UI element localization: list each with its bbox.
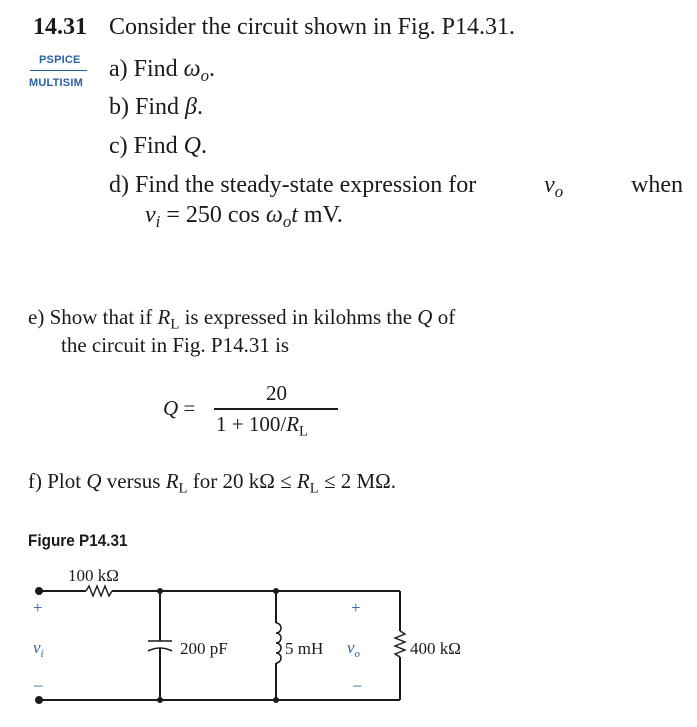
inductor-label: 5 mH bbox=[285, 639, 324, 658]
tag-divider bbox=[30, 70, 87, 71]
part-e-line2: the circuit in Fig. P14.31 is bbox=[61, 333, 290, 357]
output-voltage-label: $v_o$ bbox=[347, 638, 361, 660]
input-terminal-top bbox=[35, 587, 43, 595]
input-terminal-bottom bbox=[35, 696, 43, 704]
part-a: a) Find $\omega_o$. bbox=[109, 56, 216, 86]
problem-title: Consider the circuit shown in Fig. P14.31. bbox=[109, 14, 515, 40]
node-ind-bottom bbox=[273, 697, 279, 703]
equation-denominator: $1 + 100/R_L$ bbox=[216, 412, 308, 440]
capacitor-label: 200 pF bbox=[180, 639, 228, 658]
node-ind-top bbox=[273, 588, 279, 594]
figure-label: Figure P14.31 bbox=[28, 531, 128, 550]
output-minus-sign: – bbox=[353, 675, 362, 694]
node-cap-bottom bbox=[157, 697, 163, 703]
series-resistor bbox=[86, 586, 112, 596]
problem-number: 14.31 bbox=[33, 14, 87, 40]
part-e-line1: e) Show that if $R_L$ is expressed in kilohms the Q of bbox=[28, 305, 456, 333]
equation-lhs: Q = bbox=[163, 396, 196, 420]
equation-numerator: 20 bbox=[266, 381, 287, 405]
input-voltage-label: $v_i$ bbox=[33, 638, 44, 660]
fraction-bar bbox=[214, 408, 338, 410]
load-resistor bbox=[395, 631, 405, 657]
input-plus-sign: + bbox=[33, 598, 43, 617]
part-d-line2: $v_i = 250$ $\cos \omega_ot$ mV. bbox=[145, 202, 343, 232]
part-b: b) Find β. bbox=[109, 94, 203, 120]
node-cap-top bbox=[157, 588, 163, 594]
part-f: f) Plot Q versus $R_L$ for 20 $k\Omega \le R_L \le 2$ MΩ. bbox=[28, 469, 397, 497]
input-minus-sign: – bbox=[34, 675, 43, 694]
load-resistor-label: 400 kΩ bbox=[410, 639, 461, 658]
pspice-tag: PSPICE bbox=[39, 54, 81, 66]
circuit-diagram bbox=[0, 555, 697, 727]
inductor-coil bbox=[276, 623, 281, 663]
part-c: c) Find Q. bbox=[109, 133, 208, 159]
part-d-line1: d) Find the steady-state expression for $v_o$ when bbox=[109, 172, 683, 202]
multisim-tag: MULTISIM bbox=[29, 77, 83, 89]
series-resistor-label: 100 kΩ bbox=[68, 566, 119, 585]
output-plus-sign: + bbox=[351, 598, 361, 617]
